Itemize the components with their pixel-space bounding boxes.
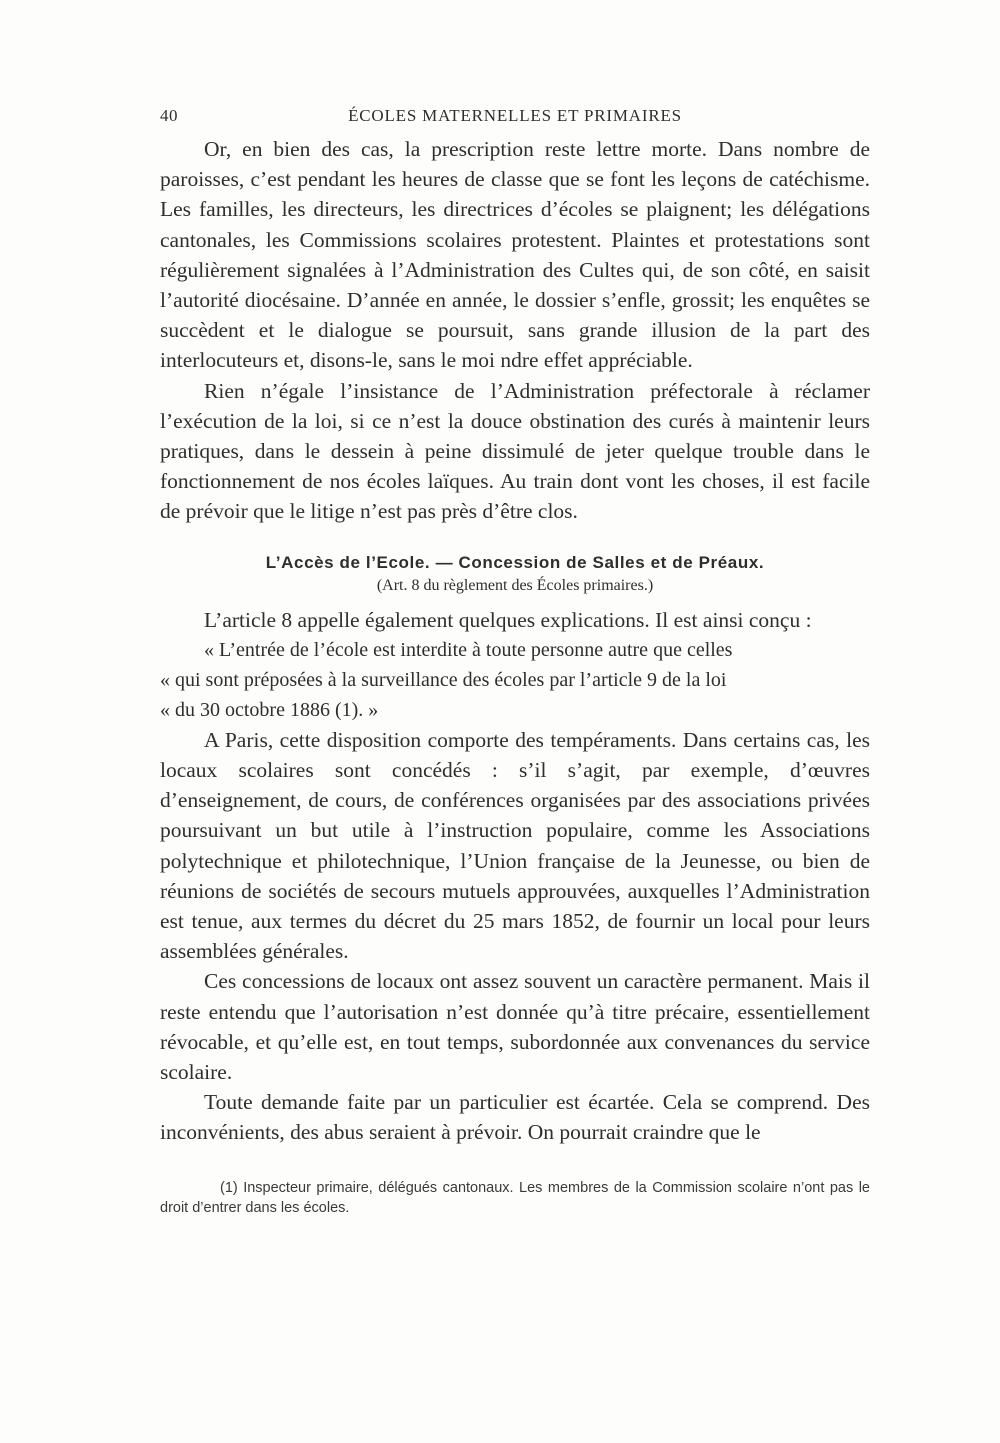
running-header: [160, 100, 870, 134]
article-quote: [160, 635, 870, 725]
paragraph-paris: A Paris, cette disposition comporte des tempéraments. Dans certains cas, les locaux scolaires sont concédés : s’il s’agit, par exemple, d’œuvres d’enseignement, de cours, de conférences organisées par des associations privées poursuivant un but utile à l’instruction populaire, comme les Associations polytechnique et philotechnique, l’Union française de la Jeunesse, ou bien de réunions de sociétés de secours mutuels approuvées, auxquelles l’Administration est tenue, aux termes du décret du 25 mars 1852, de fournir un local pour leurs assemblées générales.: [160, 727, 870, 964]
paragraph-article-8: L’article 8 appelle également quelques explications. Il est ainsi conçu :: [204, 607, 812, 632]
quote-line: « L’entrée de l’école est interdite à toute personne autre que celles: [204, 638, 733, 661]
page-number: 40: [160, 106, 178, 125]
paragraph-requests: Toute demande faite par un particulier est écartée. Cela se comprend. Des inconvénients, des abus seraient à prévoir. On pourrait craindre que le: [160, 1090, 870, 1145]
footnotes: [160, 1178, 870, 1218]
paragraph-administration: Rien n’égale l’insistance de l’Administration préfectorale à réclamer l’exécution de la loi, si ce n’est la douce obstination des curés à maintenir leurs pratiques, dans le dessein à peine dissimulé de jeter quelque trouble dans le fonctionnement de nos écoles laïques. Au train dont vont les choses, il est facile de prévoir que le litige n’est pas près d’être clos.: [160, 378, 870, 524]
quote-line: « du 30 octobre 1886 (1). »: [160, 698, 379, 721]
paragraph-catechism: Or, en bien des cas, la prescription reste lettre morte. Dans nombre de paroisses, c’est pendant les heures de classe que se font les leçons de catéchisme. Les familles, les directeurs, les directrices d’écoles se plaignent; les délégations cantonales, les Commissions scolaires protestent. Plaintes et protestations sont régulièrement signalées à l’Administration des Cultes qui, de son côté, en saisit l’autorité diocésaine. D’année en année, le dossier s’enfle, grossit; les enquêtes se succèdent et le dialogue se poursuit, sans grande illusion de la part des interlocuteurs et, disons-le, sans le moi ndre effet appréciable.: [160, 137, 870, 373]
quote-line: « qui sont préposées à la surveillance des écoles par l’article 9 de la loi: [160, 668, 727, 691]
book-page: [160, 100, 870, 1218]
paragraph-concessions: Ces concessions de locaux ont assez souvent un caractère permanent. Mais il reste entendu que l’autorisation n’est donnée qu’à titre précaire, essentiellement révocable, et qu’elle est, en tout temps, subordonnée aux convenances du service scolaire.: [160, 969, 870, 1085]
section-title: L’Accès de l’Ecole. — Concession de Salles et de Préaux.: [265, 552, 765, 572]
footnote-1: (1) Inspecteur primaire, délégués cantonaux. Les membres de la Commission scolaire n’ont pas le droit d’entrer dans les écoles.: [160, 1179, 870, 1216]
running-title: ÉCOLES MATERNELLES ET PRIMAIRES: [348, 106, 682, 125]
section-subtitle: (Art. 8 du règlement des Écoles primaires.): [376, 576, 654, 594]
